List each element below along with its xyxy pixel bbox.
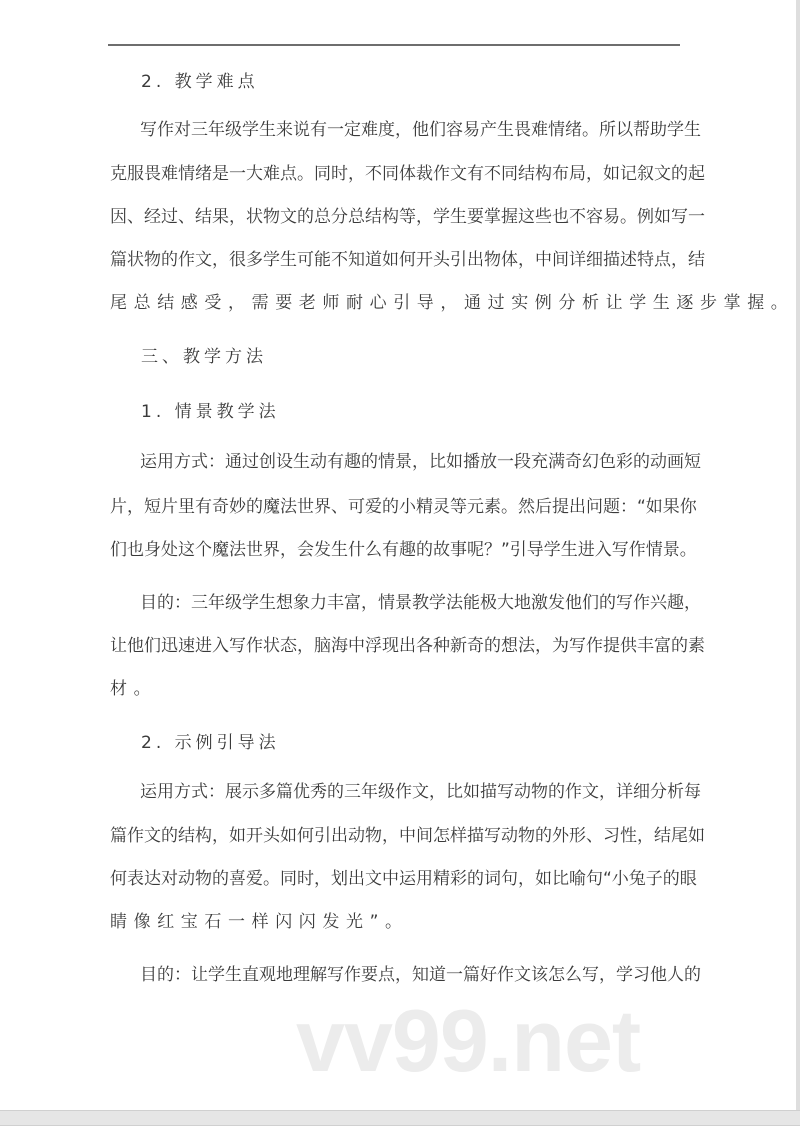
heading-teaching-methods: 三、教学方法 [141,347,267,367]
paragraph-line: 何表达对动物的喜爱。同时，划出文中运用精彩的词句，如比喻句“小兔子的眼 [110,869,697,889]
paragraph-line: 运用方式：展示多篇优秀的三年级作文，比如描写动物的作文，详细分析每 [140,782,701,802]
paragraph-line: 目的：让学生直观地理解写作要点，知道一篇好作文该怎么写，学习他人的 [140,965,701,985]
watermark: vv99.net [296,991,641,1090]
paragraph-line: 片，短片里有奇妙的魔法世界、可爱的小精灵等元素。然后提出问题：“如果你 [110,497,697,517]
paragraph-line: 目的：三年级学生想象力丰富，情景教学法能极大地激发他们的写作兴趣， [140,593,701,613]
paragraph-line: 材。 [110,679,158,699]
paragraph-line: 们也身处这个魔法世界，会发生什么有趣的故事呢？”引导学生进入写作情景。 [110,540,697,560]
paragraph-line: 运用方式：通过创设生动有趣的情景，比如播放一段充满奇幻色彩的动画短 [140,452,701,472]
page-separator [0,1110,800,1126]
heading-method-1: 1. 情景教学法 [141,402,280,422]
paragraph-line: 让他们迅速进入写作状态，脑海中浮现出各种新奇的想法，为写作提供丰富的素 [110,636,705,656]
page-edge [796,0,800,1110]
paragraph-line: 篇作文的结构，如开头如何引出动物，中间怎样描写动物的外形、习性，结尾如 [110,826,705,846]
heading-teaching-difficulty: 2. 教学难点 [141,72,259,92]
heading-method-2: 2. 示例引导法 [141,733,280,753]
paragraph-line: 克服畏难情绪是一大难点。同时，不同体裁作文有不同结构布局，如记叙文的起 [110,164,705,184]
paragraph-line: 因、经过、结果，状物文的总分总结构等，学生要掌握这些也不容易。例如写一 [110,207,705,227]
paragraph-line: 睛像红宝石一样闪闪发光”。 [110,912,409,932]
paragraph-line: 篇状物的作文，很多学生可能不知道如何开头引出物体，中间详细描述特点，结 [110,250,705,270]
header-rule [108,44,680,46]
paragraph-line: 写作对三年级学生来说有一定难度，他们容易产生畏难情绪。所以帮助学生 [140,120,701,140]
paragraph-line: 尾总结感受，需要老师耐心引导，通过实例分析让学生逐步掌握。 [110,293,795,313]
